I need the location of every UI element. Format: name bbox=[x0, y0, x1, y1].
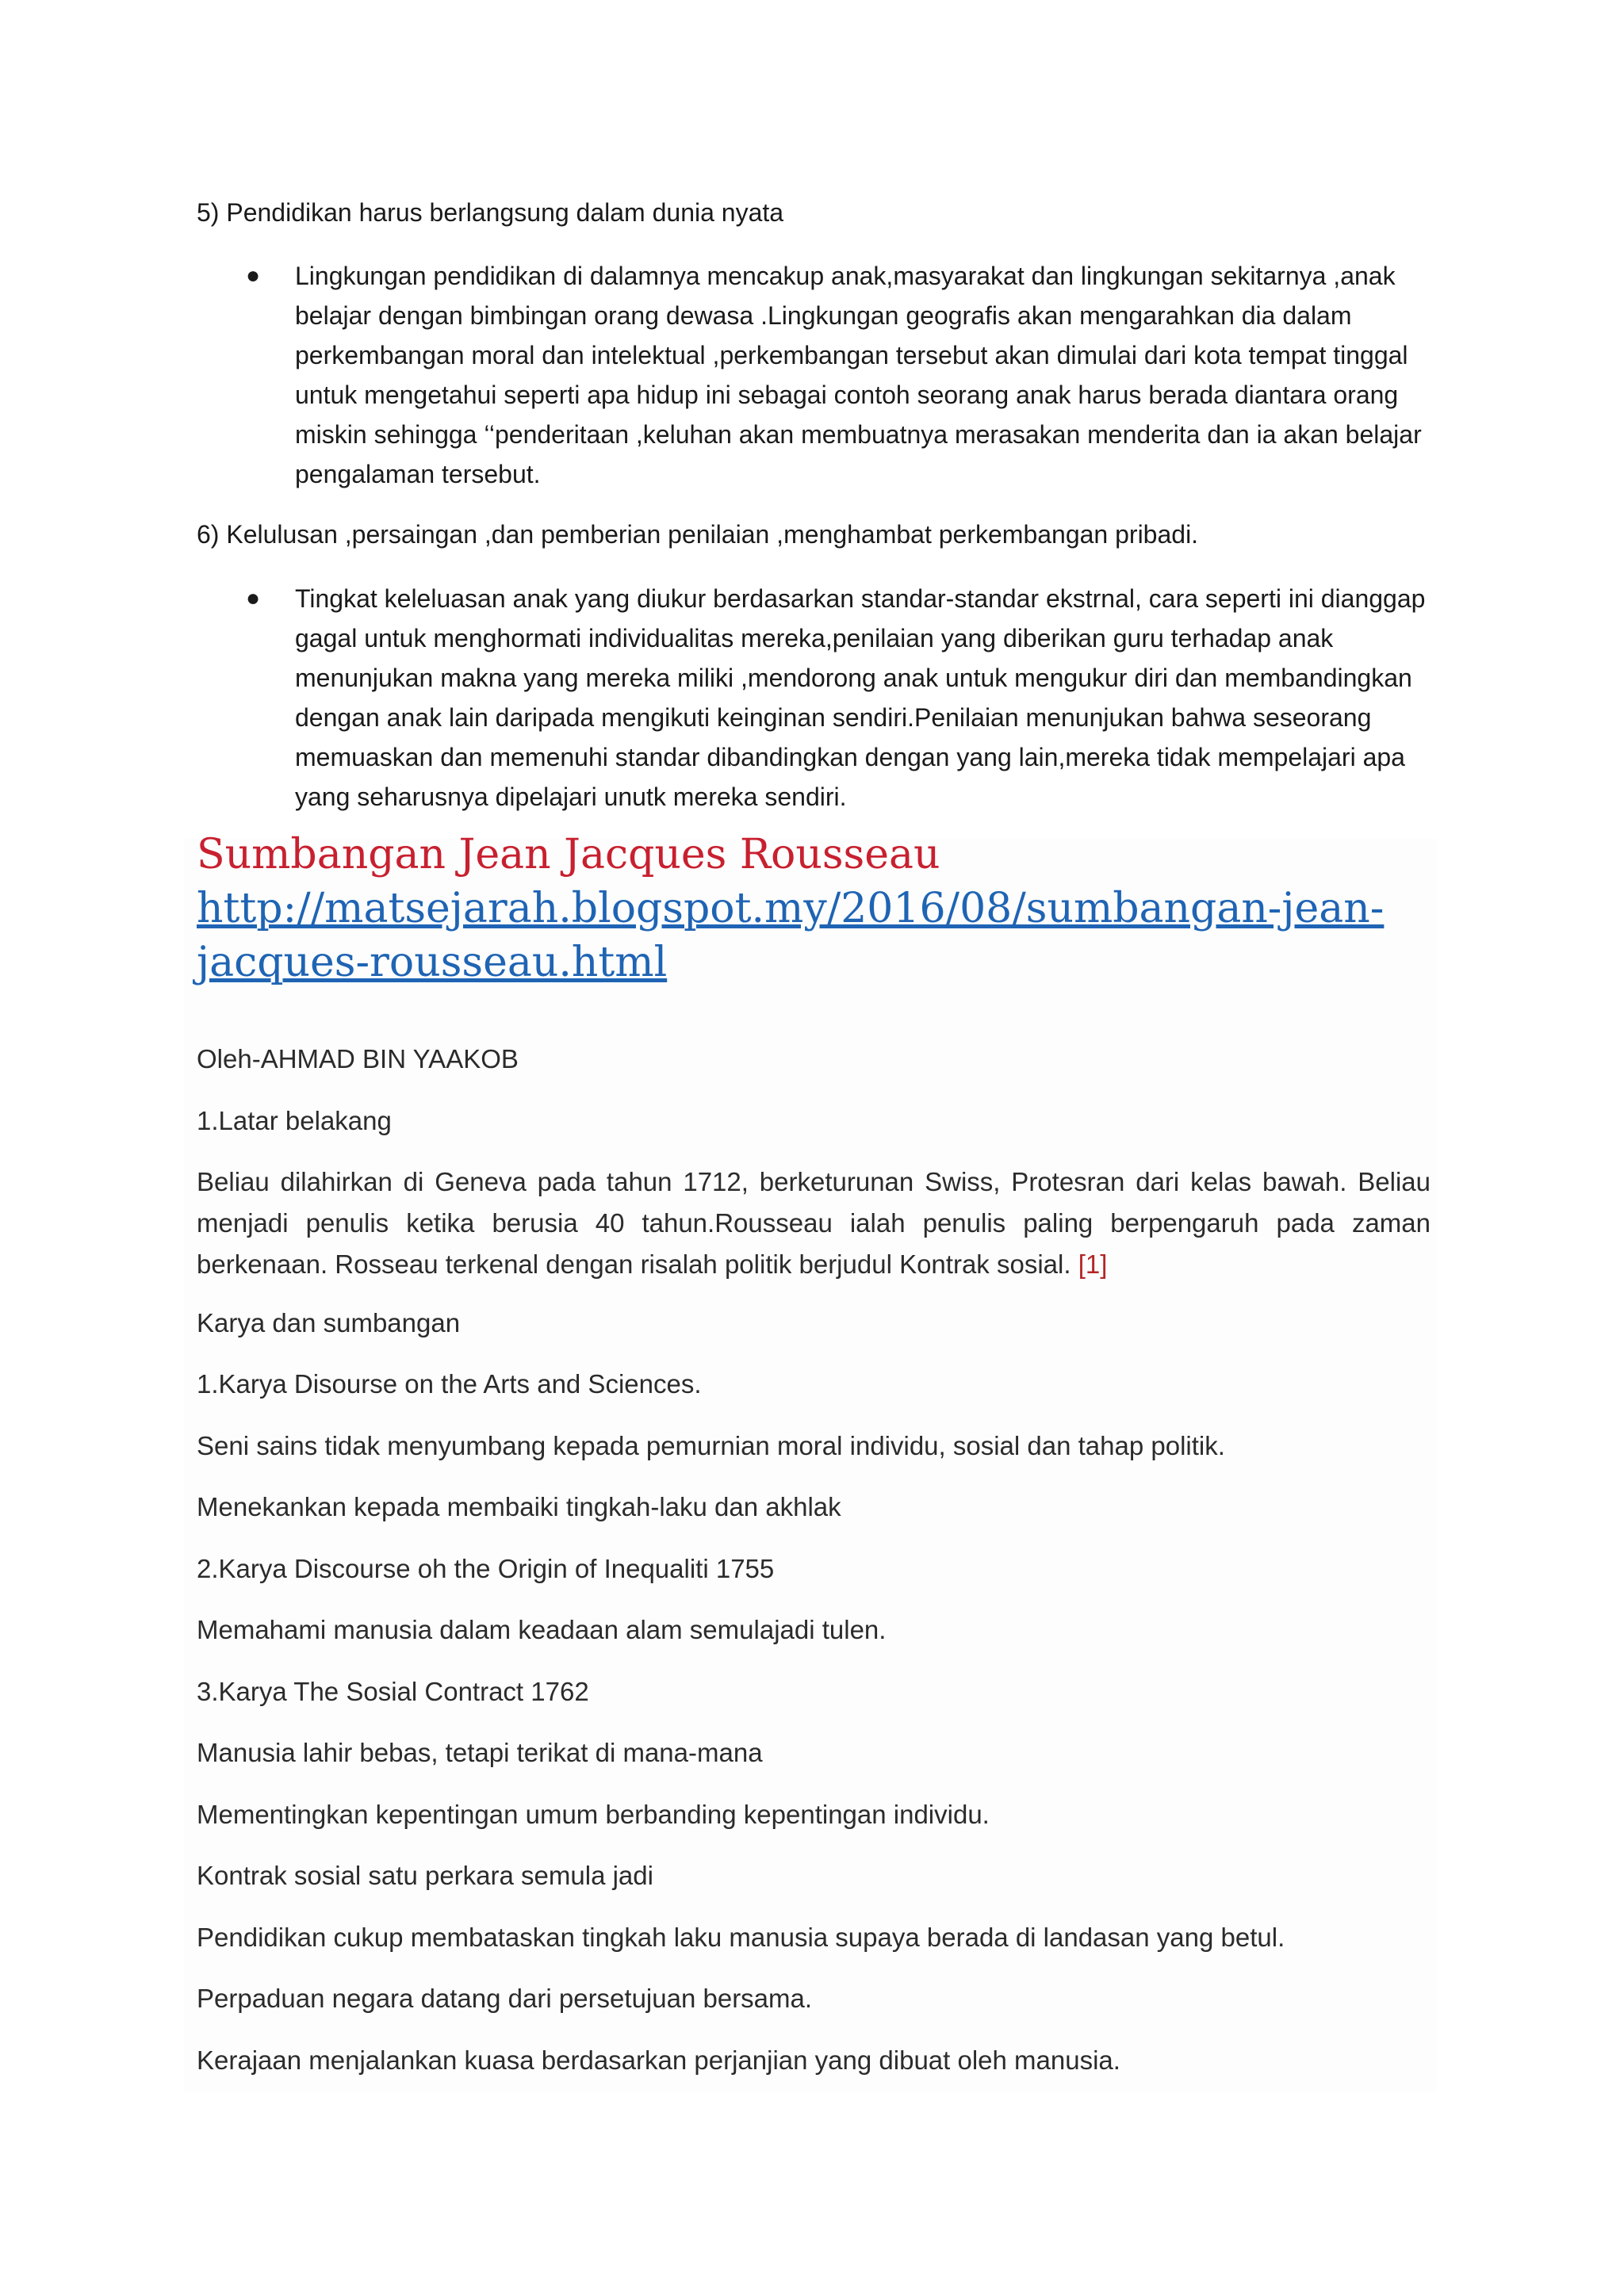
point-6-bullet-text: Tingkat keleluasan anak yang diukur berdasarkan standar-standar ekstrnal, cara seperti ini dianggap gagal untuk menghormati individualitas mereka,penilaian yang diberikan guru terhadap anak menunjukan makna yang mereka miliki ,mendorong anak untuk mengukur diri dan membandingkan dengan anak lain daripada mengikuti keinginan sendiri.Penilaian menunjukan bahwa seseorang memuaskan dan memenuhi standar dibandingkan dengan yang lain,mereka tidak mempelajari apa yang seharusnya dipelajari unutk mereka sendiri. bbox=[295, 584, 1426, 811]
work-3-point-4: Pendidikan cukup membataskan tingkah laku manusia supaya berada di landasan yang betul. bbox=[197, 1923, 1285, 1952]
section-heading bbox=[197, 828, 1434, 989]
work-2-title: 2.Karya Discourse oh the Origin of Inequaliti 1755 bbox=[197, 1554, 775, 1583]
work-1-point-1: Seni sains tidak menyumbang kepada pemurnian moral individu, sosial dan tahap politik. bbox=[197, 1431, 1225, 1460]
work-2-point-1: Memahami manusia dalam keadaan alam semulajadi tulen. bbox=[197, 1615, 887, 1644]
background-text-body: Beliau dilahirkan di Geneva pada tahun 1712, berketurunan Swiss, Protesran dari kelas bawah. Beliau menjadi penulis ketika berusia 40 tahun.Rousseau ialah penulis paling berpengaruh pada zaman berkenaan. Rosseau terkenal dengan risalah politik berjudul Kontrak sosial. bbox=[197, 1167, 1431, 1279]
footnote-link[interactable]: [1] bbox=[1078, 1249, 1108, 1279]
work-3-point-6: Kerajaan menjalankan kuasa berdasarkan perjanjian yang dibuat oleh manusia. bbox=[197, 2045, 1120, 2075]
background-text bbox=[197, 1161, 1431, 1285]
background-heading: 1.Latar belakang bbox=[197, 1106, 392, 1135]
point-5-bullet-text: Lingkungan pendidikan di dalamnya mencakup anak,masyarakat dan lingkungan sekitarnya ,anak belajar dengan bimbingan orang dewasa .Lingkungan geografis akan mengarahkan dia dalam perkembangan moral dan intelektual ,perkembangan tersebut akan dimulai dari kota tempat tinggal untuk mengetahui seperti apa hidup ini sebagai contoh seorang anak harus berada diantara orang miskin sehingga ‘‘penderitaan ,keluhan akan membuatnya merasakan menderita dan ia akan belajar pengalaman tersebut. bbox=[295, 262, 1422, 488]
author-line: Oleh-AHMAD BIN YAAKOB bbox=[197, 1044, 519, 1073]
work-3-point-2: Mementingkan kepentingan umum berbanding kepentingan individu. bbox=[197, 1800, 990, 1829]
work-3-title: 3.Karya The Sosial Contract 1762 bbox=[197, 1677, 589, 1706]
work-3-point-3: Kontrak sosial satu perkara semula jadi bbox=[197, 1861, 653, 1890]
work-1-point-2: Menekankan kepada membaiki tingkah-laku dan akhlak bbox=[197, 1492, 841, 1521]
point-6-heading: 6) Kelulusan ,persaingan ,dan pemberian penilaian ,menghambat perkembangan pribadi. bbox=[197, 520, 1199, 549]
section-title: Sumbangan Jean Jacques Rousseau bbox=[197, 831, 940, 878]
point-5-heading: 5) Pendidikan harus berlangsung dalam dunia nyata bbox=[197, 198, 784, 227]
bullet-icon: ● bbox=[246, 585, 261, 611]
work-3-point-1: Manusia lahir bebas, tetapi terikat di mana-mana bbox=[197, 1738, 763, 1767]
work-1-title: 1.Karya Disourse on the Arts and Sciences. bbox=[197, 1369, 702, 1399]
work-3-point-5: Perpaduan negara datang dari persetujuan bersama. bbox=[197, 1984, 813, 2013]
source-link[interactable]: http://matsejarah.blogspot.my/2016/08/sumbangan-jean-jacques-rousseau.html bbox=[197, 885, 1385, 986]
bullet-icon: ● bbox=[246, 262, 261, 289]
works-heading: Karya dan sumbangan bbox=[197, 1308, 461, 1337]
